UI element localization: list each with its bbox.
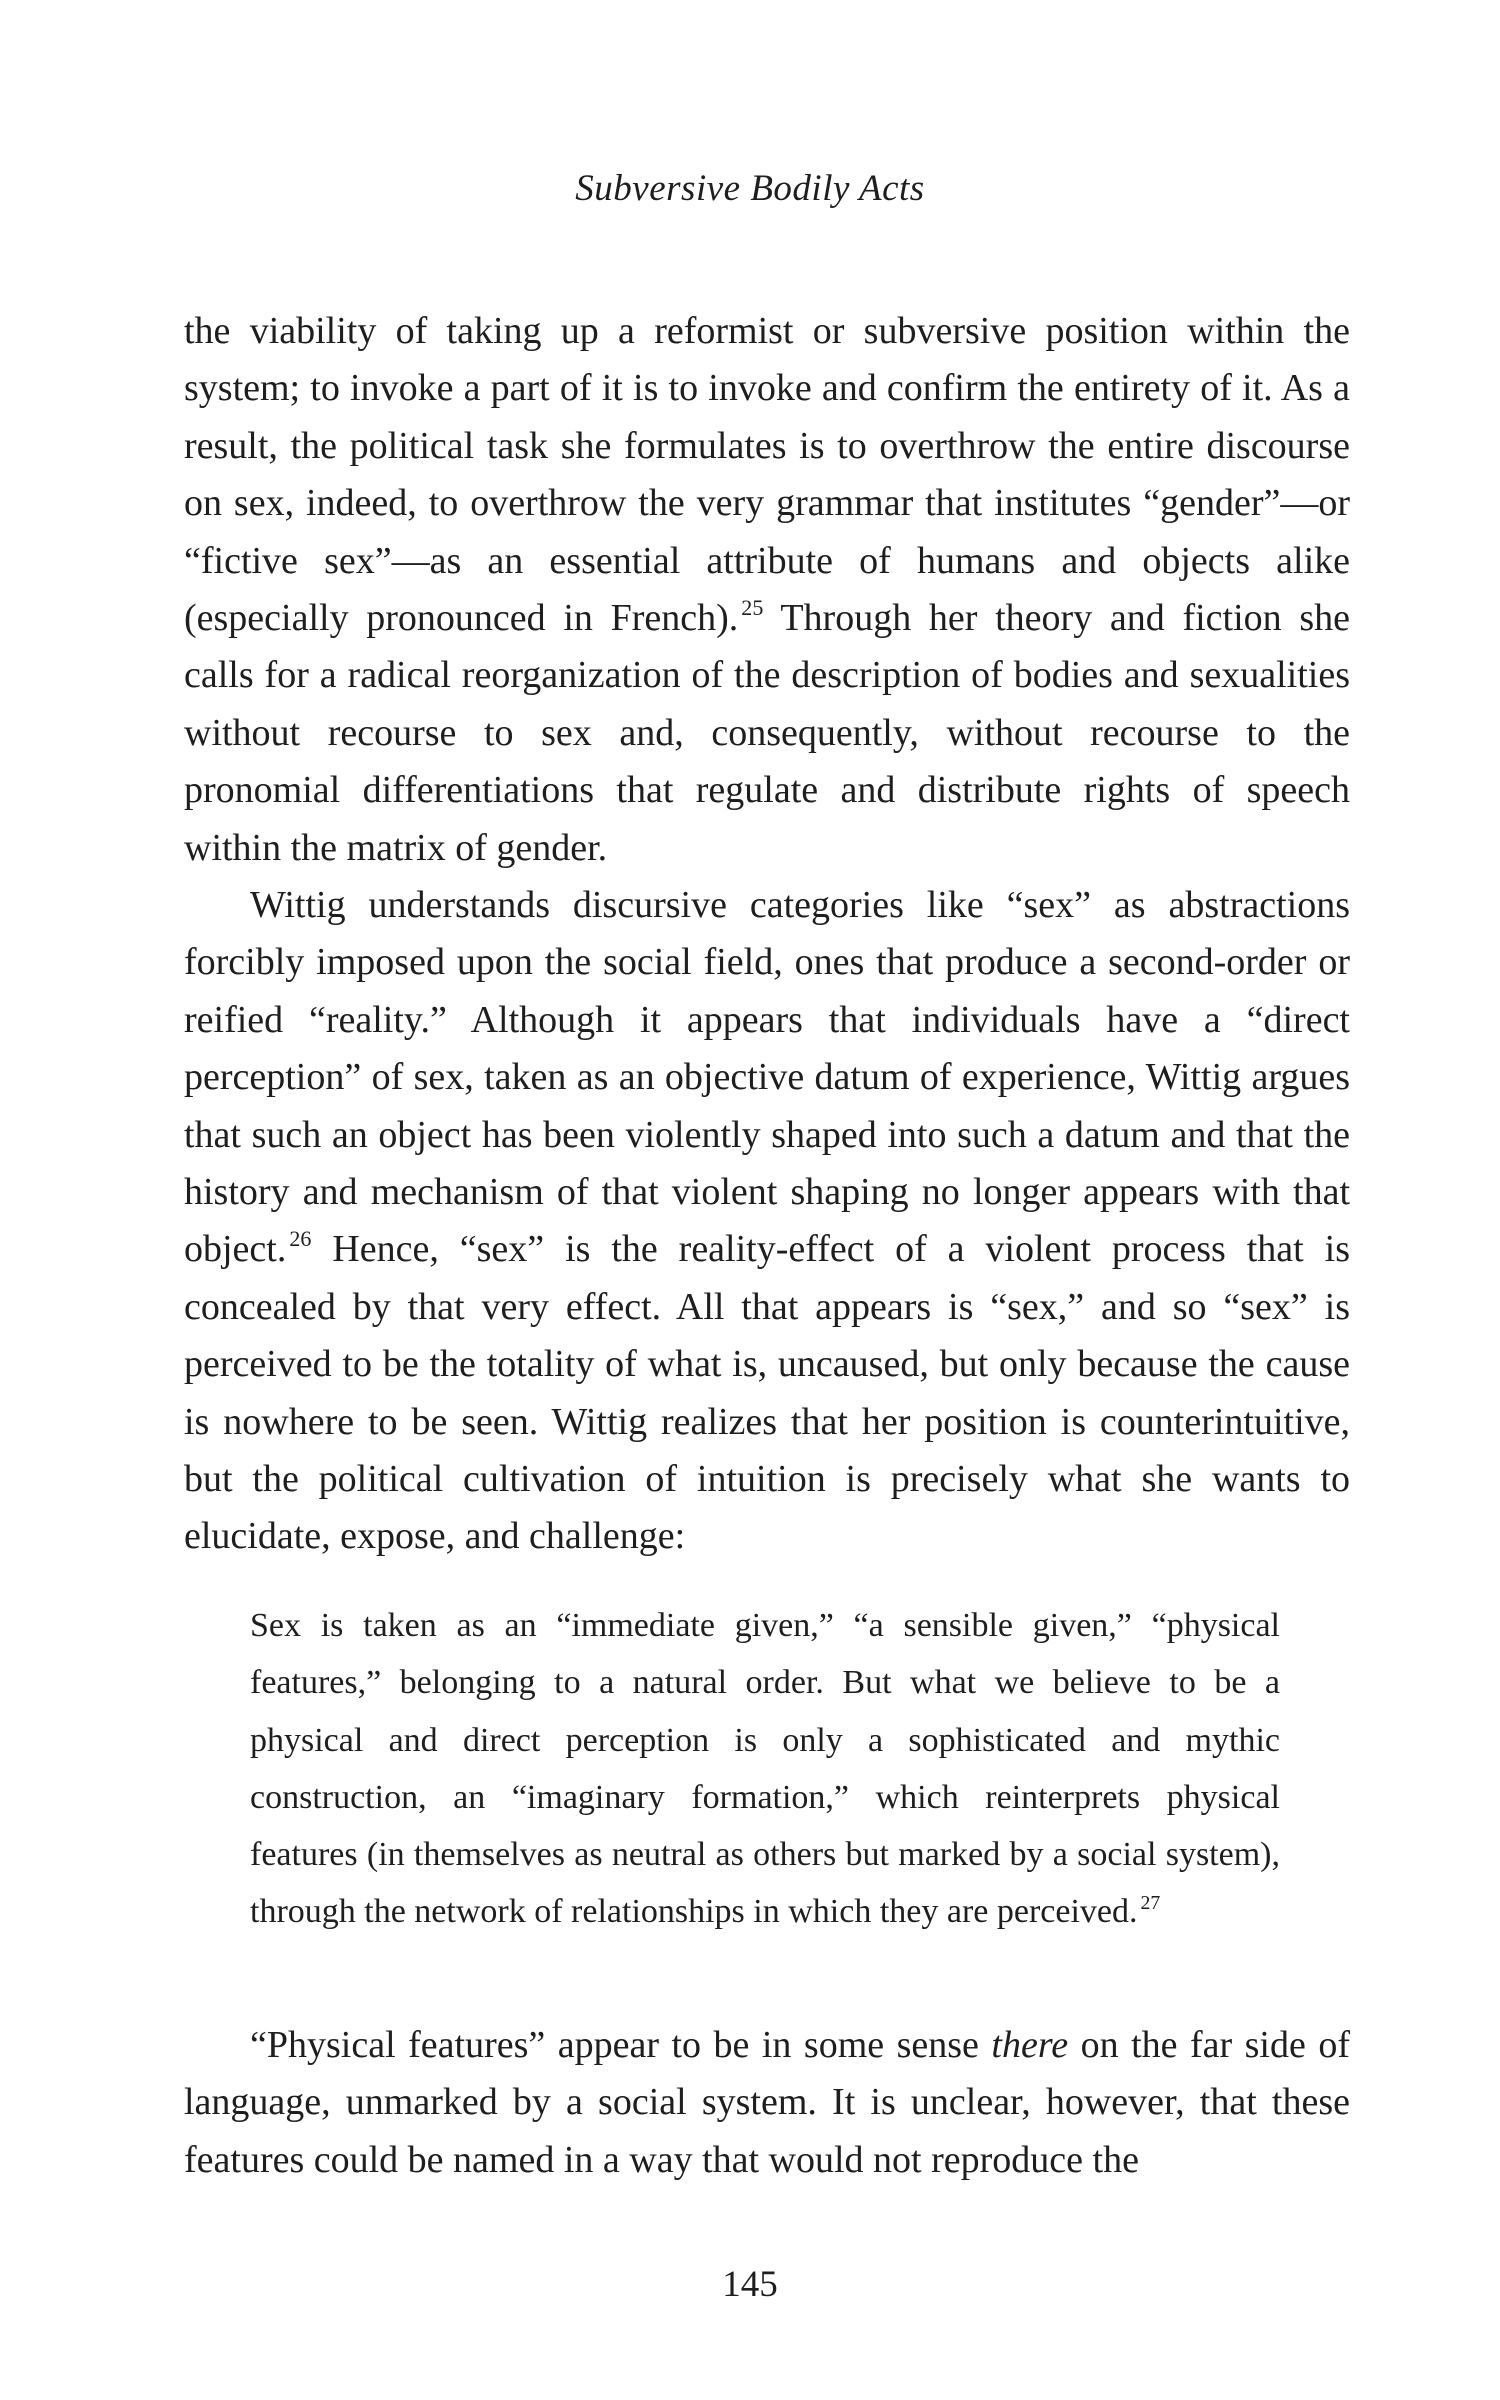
- paragraph-text: “Physical features” appear to be in some sense: [250, 2024, 992, 2066]
- emphasized-word: there: [991, 2024, 1069, 2066]
- body-paragraph-2: [184, 877, 1350, 1566]
- paragraph-text: Through her theory and fiction she calls for a radical reorganization of the description of bodies and sexualities without recourse to sex and, consequently, without recourse to the pronomial differentiations that regulate and distribute rights of speech within the matrix of gender.: [184, 597, 1350, 869]
- running-head: Subversive Bodily Acts: [575, 168, 925, 209]
- body-paragraph-1: [184, 303, 1350, 877]
- paragraph-text: the viability of taking up a reformist or subversive position within the system; to invoke a part of it is to invoke and confirm the entirety of it. As a result, the political task she formulates is to overthrow the entire discourse on sex, indeed, to overthrow the very grammar that institutes “gender”—or “fictive sex”—as an essential attribute of humans and objects alike (especially pronounced in French).: [184, 310, 1350, 640]
- paragraph-text: Wittig understands discursive categories like “sex” as abstractions forcibly imposed upon the social field, ones that produce a second-order or reified “reality.” Although it appears that individuals have a “direct perception” of sex, taken as an objective datum of experience, Wittig argues that such an object has been violently shaped into such a datum and that the history and mechanism of that violent shaping no longer appears with that object.: [184, 884, 1350, 1271]
- footnote-marker[interactable]: 27: [1140, 1891, 1161, 1914]
- footnote-marker[interactable]: 25: [741, 594, 764, 620]
- paragraph-text: on the far side of language, unmarked by a social system. It is unclear, however, that these features could be named in a way that would not reproduce the: [184, 2024, 1350, 2181]
- paragraph-text: Hence, “sex” is the reality-effect of a violent process that is concealed by that very effect. All that appears is “sex,” and so “sex” is perceived to be the totality of what is, uncaused, but only because the cause is nowhere to be seen. Wittig realizes that her position is counterintuitive, but the political cultivation of intuition is precisely what she wants to elucidate, expose, and challenge:: [184, 1228, 1350, 1558]
- footnote-marker[interactable]: 26: [289, 1226, 312, 1252]
- block-quotation: [250, 1597, 1280, 1941]
- page-number: 145: [722, 2264, 778, 2305]
- quotation-text: Sex is taken as an “immediate given,” “a sensible given,” “physical features,” belonging to a natural order. But what we believe to be a physical and direct perception is only a sophisticated and mythic construction, an “imaginary formation,” which reinterprets physical features (in themselves as neutral as others but marked by a social system), through the network of relationships in which they are perceived.: [250, 1607, 1280, 1931]
- body-paragraph-3: [184, 2017, 1350, 2189]
